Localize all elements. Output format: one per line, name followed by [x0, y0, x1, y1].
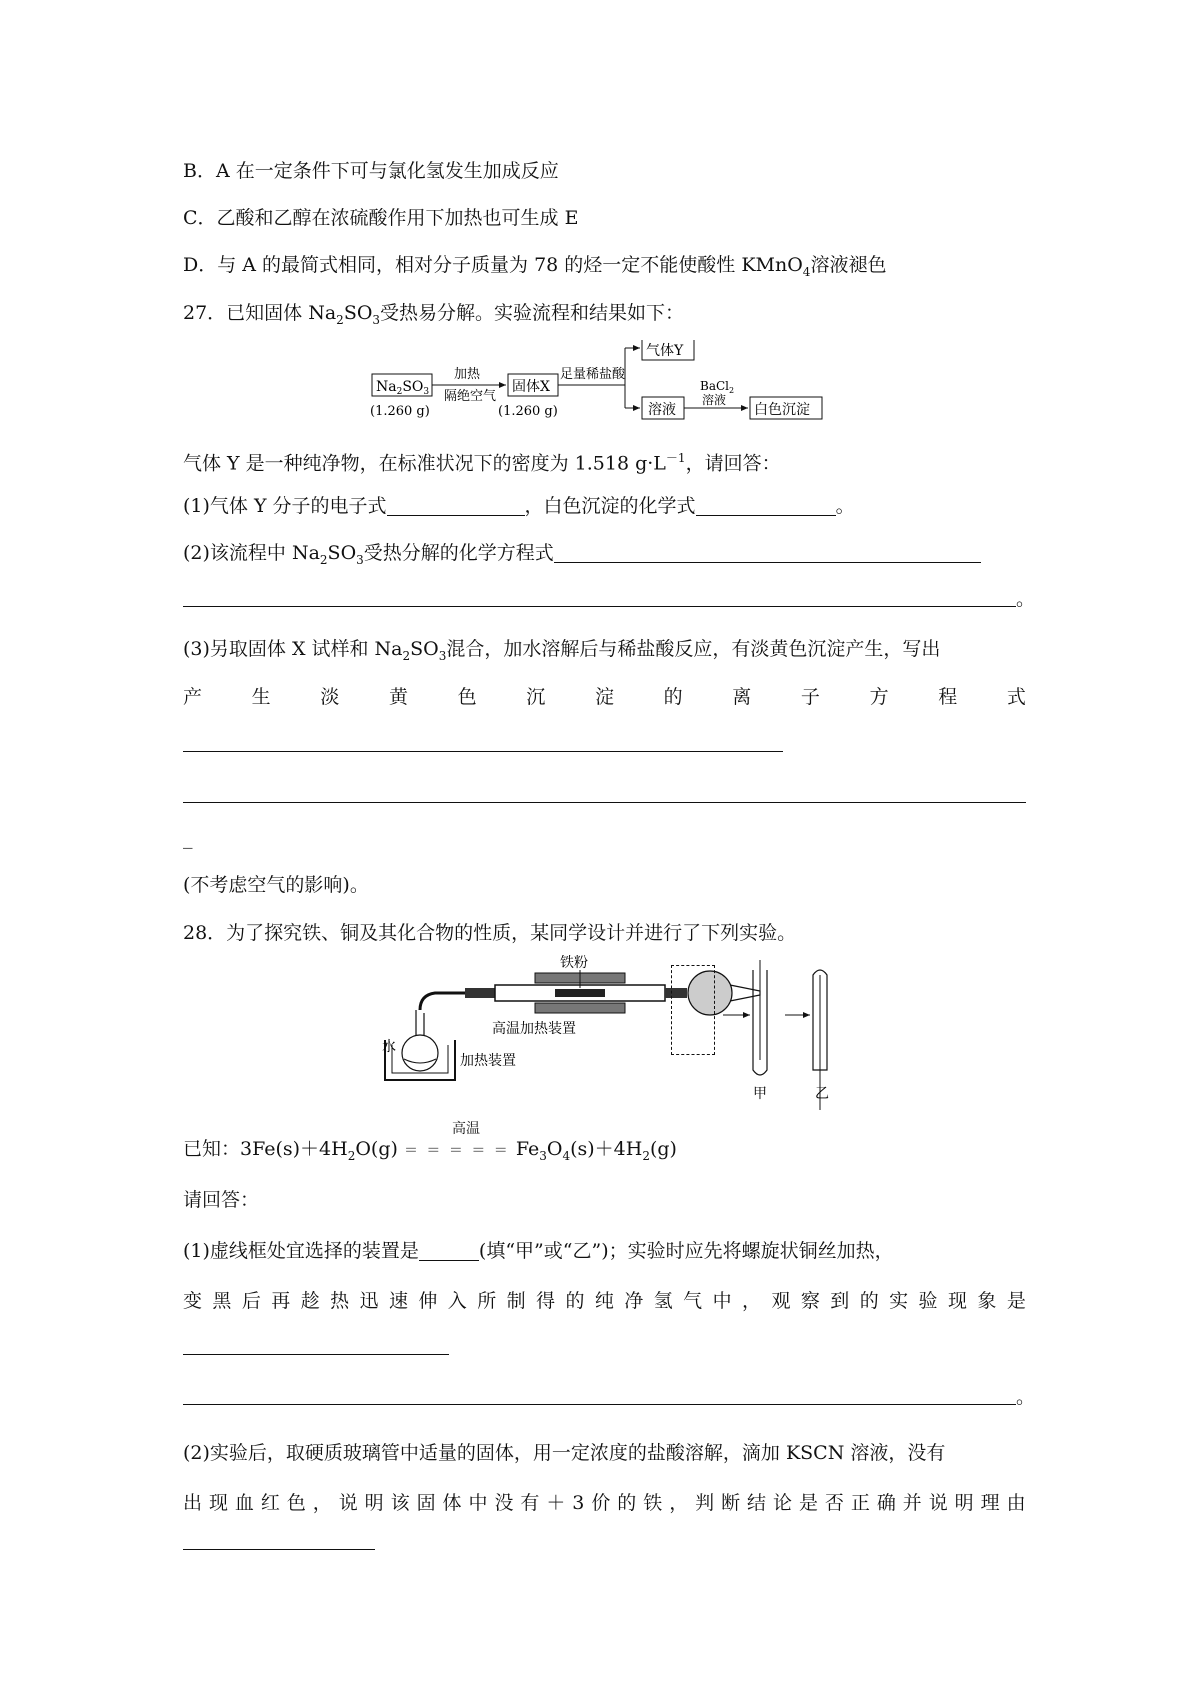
spread-char: 体	[442, 1492, 462, 1514]
spread-char: 制	[506, 1290, 526, 1312]
svg-text:Na2SO3: $Na_2SO_3$	[376, 379, 430, 397]
spread-char: 迅	[359, 1290, 379, 1312]
spread-char: 淀	[594, 686, 614, 708]
svg-text:白色沉淀: 白色沉淀	[754, 402, 810, 418]
spread-char: 再	[271, 1290, 291, 1312]
spread-char: 固	[416, 1492, 436, 1514]
spread-char: 说	[338, 1492, 358, 1514]
spread-char: 理	[980, 1492, 1000, 1514]
q28-part2: (2)实验后，取硬质玻璃管中适量的固体，用一定浓度的盐酸溶解，滴加 KSCN 溶液，没有	[183, 1442, 946, 1464]
spread-char: 所	[477, 1290, 497, 1312]
flask	[402, 1035, 438, 1071]
answer-line[interactable]	[183, 1549, 375, 1550]
spread-char: 没	[494, 1492, 514, 1514]
spread-char: 价	[591, 1492, 611, 1514]
spread-char: 否	[824, 1492, 844, 1514]
water-label: 水	[382, 1039, 396, 1055]
iron-powder	[555, 989, 605, 997]
answer-line[interactable]	[183, 606, 1016, 607]
spread-char: 子	[800, 686, 820, 708]
spread-char: 象	[977, 1290, 997, 1312]
bacl2-sublabel: 溶液	[702, 393, 727, 407]
spread-char: ，	[312, 1492, 332, 1514]
arrow-heat-label: 加热	[454, 367, 481, 382]
spread-char: 趁	[300, 1290, 320, 1312]
option-c: C．乙酸和乙醇在浓硫酸作用下加热也可生成 E	[183, 207, 579, 229]
spread-char: 铁	[643, 1492, 663, 1514]
q27-note: (不考虑空气的影响)。	[183, 874, 369, 896]
answer-line[interactable]	[183, 802, 1026, 803]
spread-char: 3	[572, 1492, 585, 1514]
spread-char: 得	[536, 1290, 556, 1312]
q27-part3-spread	[183, 684, 1026, 710]
spread-char: 是	[1006, 1290, 1026, 1312]
q28-part1: (1)虚线框处宜选择的装置是 (填“甲”或“乙”)；实验时应先将螺旋状铜丝加热，	[183, 1240, 894, 1262]
spread-char: 血	[234, 1492, 254, 1514]
arrow-heat-sublabel: 隔绝空气	[444, 389, 497, 404]
spread-char: 的	[565, 1290, 585, 1312]
svg-text:气体Y: 气体Y	[646, 343, 684, 359]
option-b: B．A 在一定条件下可与氯化氢发生加成反应	[183, 160, 559, 182]
spread-char: 论	[773, 1492, 793, 1514]
spread-char: 由	[1006, 1492, 1026, 1514]
spread-char: 说	[928, 1492, 948, 1514]
answer-blank[interactable]	[696, 495, 836, 516]
q27-gas-desc: 气体 Y 是一种纯净物，在标准状况下的密度为 1.518 $g\cdot L^{-1}$，请回答：	[183, 451, 781, 475]
spread-char: ＋	[546, 1492, 566, 1514]
spread-char: 入	[447, 1290, 467, 1312]
q28-please: 请回答：	[183, 1189, 260, 1211]
spread-char: 色	[457, 686, 477, 708]
spread-char: 速	[388, 1290, 408, 1312]
spread-char: 有	[520, 1492, 540, 1514]
solid-x-box	[508, 374, 558, 396]
spread-char: 观	[771, 1290, 791, 1312]
q27-part1: (1)气体 Y 分子的电子式 ，白色沉淀的化学式 。	[183, 495, 855, 517]
spread-char: 程	[938, 686, 958, 708]
na2so3-box	[372, 374, 432, 397]
spread-char: ，	[669, 1492, 689, 1514]
spread-char: 断	[721, 1492, 741, 1514]
furnace-label: 高温加热装置	[492, 1021, 576, 1037]
spread-char: 的	[617, 1492, 637, 1514]
spread-char: 到	[830, 1290, 850, 1312]
q27-stem: 27．已知固体 $Na_2SO_3$受热易分解。实验流程和结果如下：	[183, 302, 685, 327]
spread-char: 气	[683, 1290, 703, 1312]
spread-char: 产	[183, 686, 203, 708]
mass-1: (1.260 g)	[370, 404, 430, 419]
spread-char: 式	[1006, 686, 1026, 708]
q28-stem: 28．为了探究铁、铜及其化合物的性质，某同学设计并进行了下列实验。	[183, 922, 797, 944]
spread-char: 现	[208, 1492, 228, 1514]
heater-label: 加热装置	[460, 1053, 516, 1069]
q27-part3-dash: _	[183, 827, 193, 849]
spread-char: 色	[286, 1492, 306, 1514]
spread-char: 红	[260, 1492, 280, 1514]
answer-blank[interactable]	[419, 1240, 479, 1261]
answer-line[interactable]	[183, 751, 783, 752]
spread-char: 正	[850, 1492, 870, 1514]
bacl2-label: BaCl$_2$	[700, 379, 735, 395]
q27-flow-diagram	[370, 340, 840, 430]
spread-char: 方	[869, 686, 889, 708]
spread-char: 淡	[320, 686, 340, 708]
q27-part3: (3)另取固体 X 试样和 $Na_2SO_3$混合，加水溶解后与稀盐酸反应，有淡黄色沉淀产生，写出	[183, 638, 941, 663]
spread-char: 结	[747, 1492, 767, 1514]
answer-line[interactable]	[183, 1404, 1016, 1405]
spread-char: 离	[732, 686, 752, 708]
spread-char: 明	[364, 1492, 384, 1514]
svg-text:固体X: 固体X	[512, 379, 550, 395]
spread-char: 中	[712, 1290, 732, 1312]
iron-label: 铁粉	[560, 955, 588, 971]
spread-char: 后	[241, 1290, 261, 1312]
answer-blank[interactable]	[387, 495, 525, 516]
solution-box	[642, 397, 684, 419]
q28-known: 已知：$3Fe(s)+4H_2O(g)$ 高温 ＝ ＝ ＝ ＝ ＝ $Fe_3O_4(s)+4H_2(g)$	[183, 1121, 677, 1163]
spread-char: 黑	[212, 1290, 232, 1312]
spread-char: 黄	[388, 686, 408, 708]
spread-char: 生	[251, 686, 271, 708]
test-tubes-diagram	[715, 960, 855, 1110]
answer-blank[interactable]	[554, 542, 981, 563]
option-d: D．与 A 的最简式相同，相对分子质量为 78 的烃一定不能使酸性 KMnO$_4$溶液褪色	[183, 254, 887, 279]
spread-char: 热	[330, 1290, 350, 1312]
spread-char: 判	[695, 1492, 715, 1514]
spread-char: 净	[624, 1290, 644, 1312]
spread-char: 沉	[526, 686, 546, 708]
mass-2: (1.260 g)	[498, 404, 558, 419]
spread-char: 的	[859, 1290, 879, 1312]
q27-part2: (2)该流程中 $Na_2SO_3$受热分解的化学方程式	[183, 540, 981, 573]
spread-char: 实	[889, 1290, 909, 1312]
spread-char: ，	[742, 1290, 762, 1312]
precipitate-box	[750, 397, 822, 419]
acid-label: 足量稀盐酸	[560, 367, 626, 382]
spread-char: 验	[918, 1290, 938, 1312]
spread-char: 氢	[653, 1290, 673, 1312]
answer-line[interactable]	[183, 1354, 449, 1355]
jia-label: 甲	[753, 1086, 767, 1102]
spread-char: 察	[800, 1290, 820, 1312]
spread-char: 现	[947, 1290, 967, 1312]
water-level	[404, 1059, 436, 1063]
spread-char: 是	[798, 1492, 818, 1514]
yi-label: 乙	[815, 1086, 829, 1102]
delivery-tube	[420, 993, 465, 1010]
spread-char: 该	[390, 1492, 410, 1514]
svg-text:溶液: 溶液	[648, 402, 676, 418]
connector	[465, 988, 495, 998]
reaction-condition: 高温 ＝ ＝ ＝ ＝ ＝	[403, 1121, 510, 1159]
q27-part2-end: 。	[1016, 588, 1036, 610]
spread-char: 确	[876, 1492, 896, 1514]
gas-y-box	[642, 340, 694, 360]
spread-char: 出	[183, 1492, 203, 1514]
spread-char: 的	[663, 686, 683, 708]
q28-part2-spread	[183, 1490, 1026, 1516]
heater-inner	[392, 1045, 448, 1073]
spread-char: 并	[902, 1492, 922, 1514]
spread-char: 中	[468, 1492, 488, 1514]
dashed-box	[671, 965, 715, 1055]
furnace-bottom	[535, 1003, 625, 1013]
spread-char: 变	[183, 1290, 203, 1312]
spread-char: 纯	[594, 1290, 614, 1312]
q28-part1-spread	[183, 1288, 1026, 1314]
spread-char: 明	[954, 1492, 974, 1514]
spread-char: 伸	[418, 1290, 438, 1312]
q28-part1-end: 。	[1016, 1386, 1036, 1408]
